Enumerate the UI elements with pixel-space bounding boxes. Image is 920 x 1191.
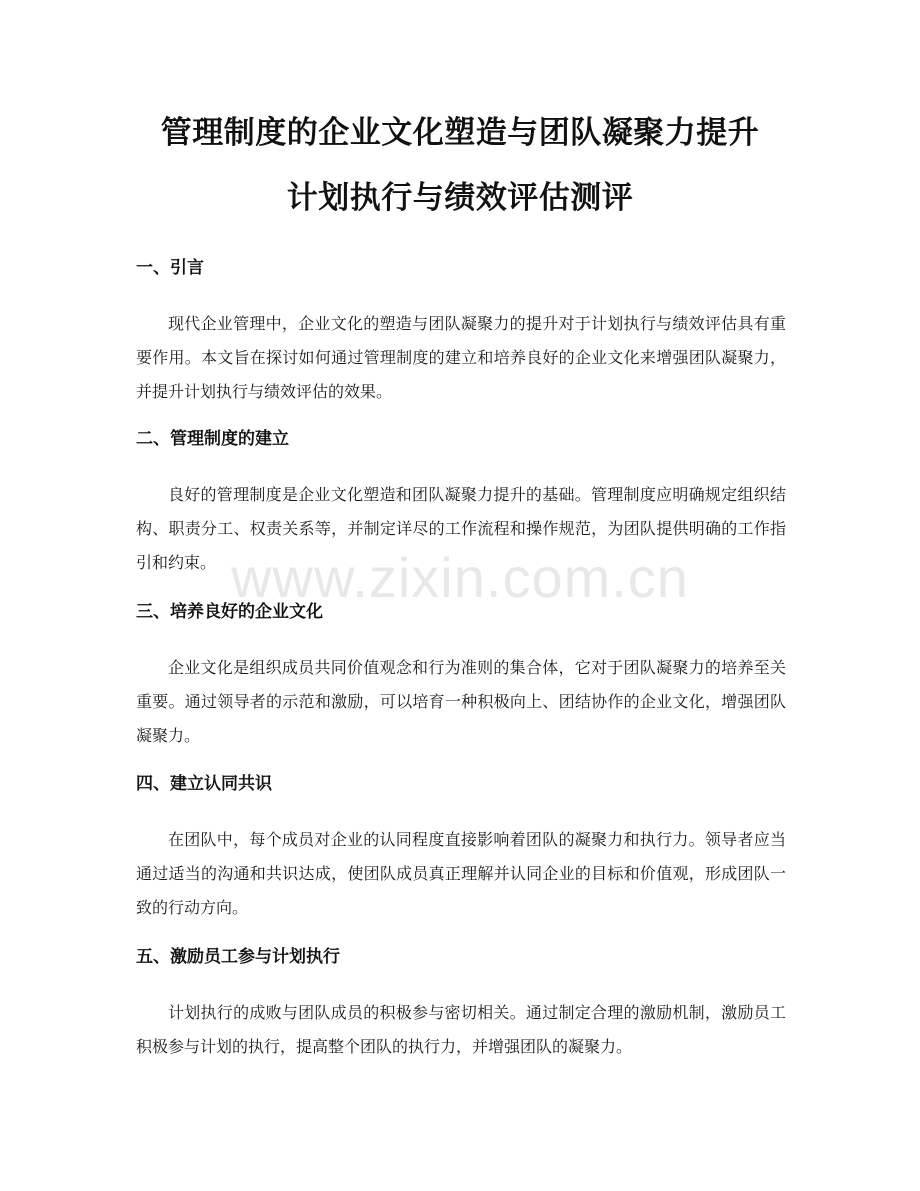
section-paragraph: 企业文化是组织成员共同价值观念和行为准则的集合体，它对于团队凝聚力的培养至关重要。通过领导者的示范和激励，可以培育一种积极向上、团结协作的企业文化，增强团队凝聚力。	[136, 658, 786, 745]
section-heading: 五、激励员工参与计划执行	[136, 947, 340, 967]
section-heading: 三、培养良好的企业文化	[136, 602, 323, 622]
document-title-line-2: 计划执行与绩效评估测评	[286, 180, 634, 216]
section-introduction	[136, 255, 786, 409]
section-consensus	[136, 771, 786, 925]
watermark: www.zixin.com.cn	[231, 546, 689, 609]
section-paragraph: 现代企业管理中，企业文化的塑造与团队凝聚力的提升对于计划执行与绩效评估具有重要作用。本文旨在探讨如何通过管理制度的建立和培养良好的企业文化来增强团队凝聚力，并提升计划执行与绩效评估的效果。	[136, 314, 786, 401]
section-paragraph: 良好的管理制度是企业文化塑造和团队凝聚力提升的基础。管理制度应明确规定组织结构、职责分工、权责关系等，并制定详尽的工作流程和操作规范，为团队提供明确的工作指引和约束。	[136, 485, 786, 572]
section-paragraph: 在团队中，每个成员对企业的认同程度直接影响着团队的凝聚力和执行力。领导者应当通过适当的沟通和共识达成，使团队成员真正理解并认同企业的目标和价值观，形成团队一致的行动方向。	[136, 830, 786, 917]
section-paragraph: 计划执行的成败与团队成员的积极参与密切相关。通过制定合理的激励机制，激励员工积极参与计划的执行，提高整个团队的执行力，并增强团队的凝聚力。	[136, 1003, 786, 1056]
section-employee-motivation	[136, 944, 786, 1064]
section-management-system	[136, 426, 786, 580]
section-heading: 二、管理制度的建立	[136, 429, 289, 449]
section-heading: 一、引言	[136, 258, 204, 278]
section-corporate-culture	[136, 599, 786, 753]
document-title-line-1: 管理制度的企业文化塑造与团队凝聚力提升	[160, 115, 760, 151]
section-heading: 四、建立认同共识	[136, 774, 272, 794]
